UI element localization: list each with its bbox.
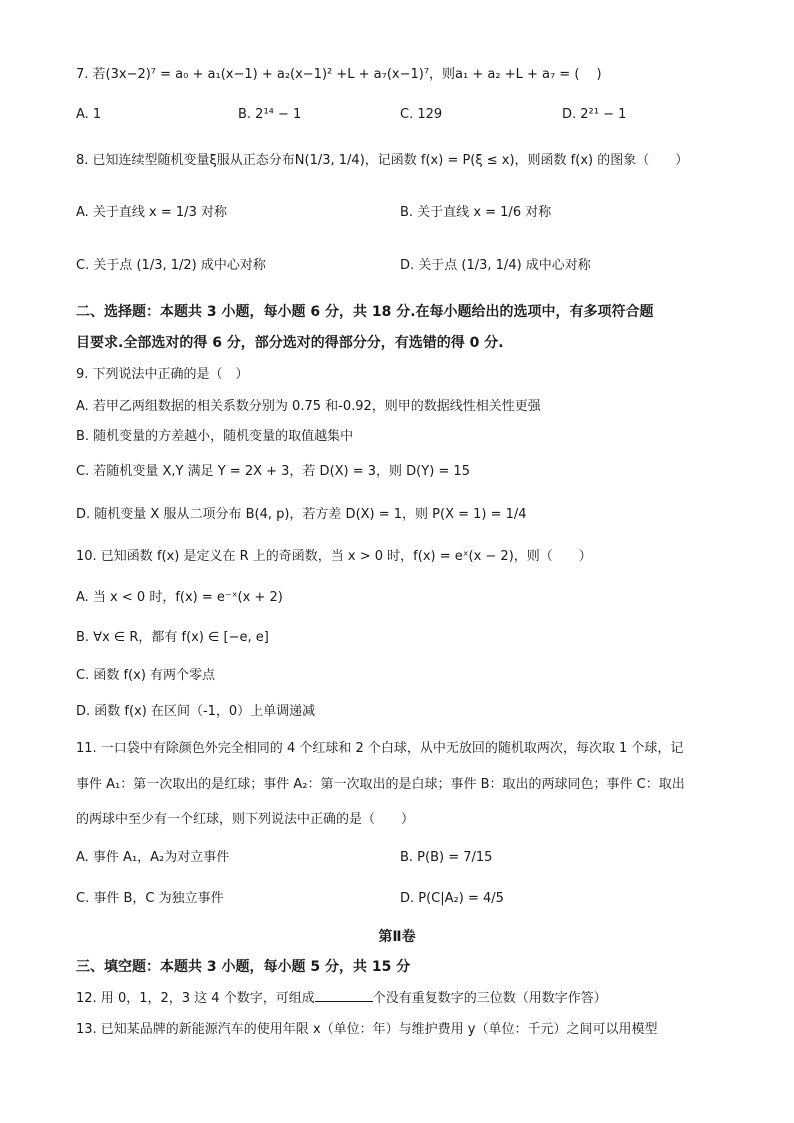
q11-option-c: C. 事件 B，C 为独立事件 <box>76 891 224 906</box>
q7-stem: 7. 若(3x−2)⁷ = a₀ + a₁(x−1) + a₂(x−1)² +L + a₇(x−1)⁷，则a₁ + a₂ +L + a₇ = ( ) <box>76 67 602 82</box>
q11-stem-line1: 11. 一口袋中有除颜色外完全相同的 4 个红球和 2 个白球，从中无放回的随机取两次，每次取 1 个球，记 <box>76 741 684 756</box>
q7-option-b: B. 2¹⁴ − 1 <box>238 107 302 122</box>
q9-option-d: D. 随机变量 X 服从二项分布 B(4, p)，若方差 D(X) = 1，则 P(X = 1) = 1/4 <box>76 507 527 522</box>
q11-option-a: A. 事件 A₁，A₂为对立事件 <box>76 850 230 865</box>
part2-title: 第Ⅱ卷 <box>378 929 416 945</box>
q10-stem: 10. 已知函数 f(x) 是定义在 R 上的奇函数，当 x > 0 时，f(x) = eˣ(x − 2)，则（ ） <box>76 549 592 564</box>
q8-option-c: C. 关于点 (1/3, 1/2) 成中心对称 <box>76 258 266 273</box>
q11-stem-line2: 事件 A₁：第一次取出的是红球；事件 A₂：第一次取出的是白球；事件 B：取出的两球同色；事件 C：取出 <box>76 777 685 792</box>
q8-option-d: D. 关于点 (1/3, 1/4) 成中心对称 <box>400 258 591 273</box>
q7-option-a: A. 1 <box>76 107 102 122</box>
q12-answer-blank[interactable] <box>315 989 373 1002</box>
q9-option-a: A. 若甲乙两组数据的相关系数分别为 0.75 和-0.92，则甲的数据线性相关性更强 <box>76 399 541 414</box>
q10-option-a: A. 当 x < 0 时，f(x) = e⁻ˣ(x + 2) <box>76 590 283 605</box>
q9-option-b: B. 随机变量的方差越小，随机变量的取值越集中 <box>76 429 354 444</box>
section2-header-line1: 二、选择题：本题共 3 小题，每小题 6 分，共 18 分.在每小题给出的选项中，有多项符合题 <box>76 304 654 320</box>
q11-option-d: D. P(C|A₂) = 4/5 <box>400 891 504 906</box>
q12-text-after: 个没有重复数字的三位数（用数字作答） <box>372 991 607 1006</box>
q12-text-before: 12. 用 0，1，2，3 这 4 个数字，可组成 <box>76 991 315 1006</box>
q10-option-d: D. 函数 f(x) 在区间（-1，0）上单调递减 <box>76 704 316 719</box>
q7-option-d: D. 2²¹ − 1 <box>562 107 627 122</box>
q10-option-c: C. 函数 f(x) 有两个零点 <box>76 668 216 683</box>
q13-stem: 13. 已知某品牌的新能源汽车的使用年限 x（单位：年）与维护费用 y（单位：千元）之间可以用模型 <box>76 1022 658 1037</box>
q8-option-b: B. 关于直线 x = 1/6 对称 <box>400 205 552 220</box>
section3-header: 三、填空题：本题共 3 小题，每小题 5 分，共 15 分 <box>76 959 411 975</box>
q8-option-a: A. 关于直线 x = 1/3 对称 <box>76 205 227 220</box>
q9-stem: 9. 下列说法中正确的是（ ） <box>76 367 249 382</box>
q7-option-c: C. 129 <box>400 107 443 122</box>
q12-stem <box>76 989 607 1008</box>
q8-stem: 8. 已知连续型随机变量ξ服从正态分布N(1/3, 1/4)，记函数 f(x) = P(ξ ≤ x)，则函数 f(x) 的图象（ ） <box>76 153 689 168</box>
section2-header-line2: 目要求.全部选对的得 6 分，部分选对的得部分分，有选错的得 0 分. <box>76 335 504 351</box>
q9-option-c: C. 若随机变量 X,Y 满足 Y = 2X + 3，若 D(X) = 3，则 D(Y) = 15 <box>76 464 470 479</box>
q11-stem-line3: 的两球中至少有一个红球，则下列说法中正确的是（ ） <box>76 812 415 827</box>
q11-option-b: B. P(B) = 7/15 <box>400 850 493 865</box>
q10-option-b: B. ∀x ∈ R，都有 f(x) ∈ [−e, e] <box>76 630 269 645</box>
